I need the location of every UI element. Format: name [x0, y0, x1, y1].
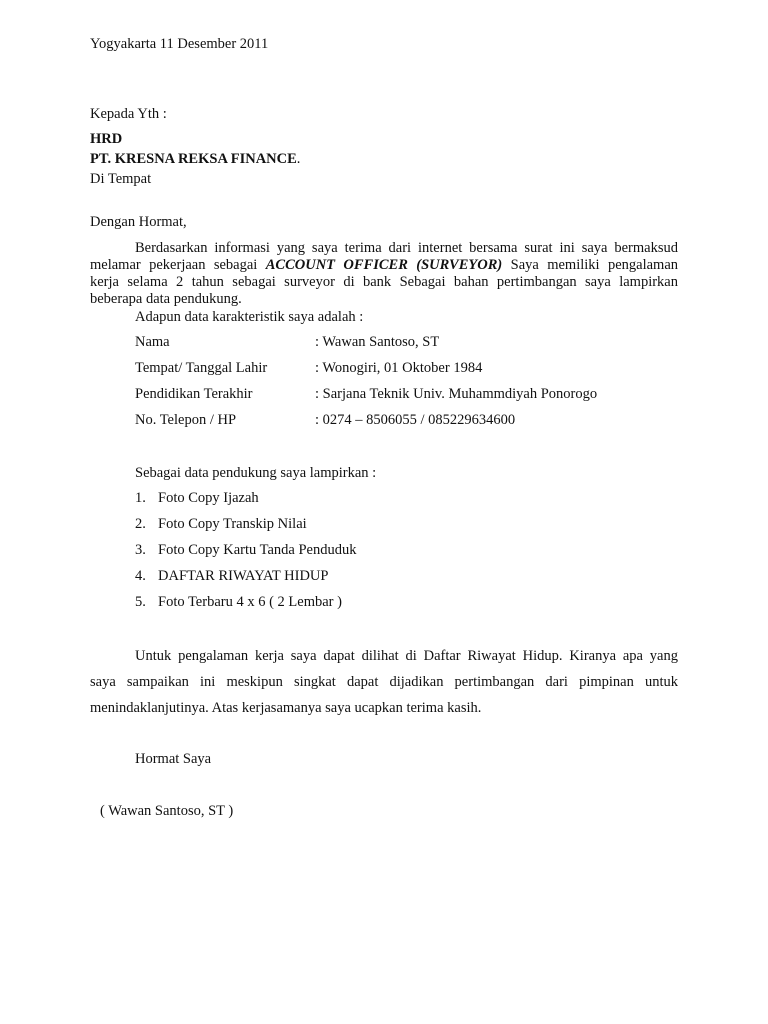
- signoff: Hormat Saya: [135, 751, 212, 767]
- intro-line-5: Adapun data karakteristik saya adalah :: [135, 309, 364, 325]
- personal-value-phone: : 0274 – 8506055 / 085229634600: [315, 412, 516, 428]
- signature-name: ( Wawan Santoso, ST ): [100, 803, 234, 819]
- intro-line-2: [90, 257, 678, 274]
- list-item: Foto Terbaru 4 x 6 ( 2 Lembar ): [158, 594, 342, 610]
- list-item: DAFTAR RIWAYAT HIDUP: [158, 568, 329, 584]
- closing-line-1: Untuk pengalaman kerja saya dapat dilihat di Daftar Riwayat Hidup. Kiranya apa yang: [135, 648, 678, 664]
- intro-line-2-post: Saya memiliki pengalaman: [502, 257, 679, 273]
- list-item-number: 2.: [135, 516, 146, 532]
- list-item: Foto Copy Ijazah: [158, 490, 259, 506]
- personal-value-name: : Wawan Santoso, ST: [315, 334, 440, 350]
- list-item-number: 4.: [135, 568, 146, 584]
- personal-label-phone: No. Telepon / HP: [135, 412, 237, 428]
- intro-line-1: Berdasarkan informasi yang saya terima dari internet bersama surat ini saya bermaksud: [135, 240, 678, 256]
- closing-line-2: saya sampaikan ini meskipun singkat dapat dijadikan pertimbangan dari pimpinan untuk: [90, 674, 678, 690]
- intro-line-3: kerja selama 2 tahun sebagai surveyor di bank Sebagai bahan pertimbangan saya lampirkan: [90, 274, 678, 290]
- greeting: Dengan Hormat,: [90, 214, 187, 230]
- list-item-number: 5.: [135, 594, 146, 610]
- recipient-place: Di Tempat: [90, 171, 152, 187]
- list-item: Foto Copy Kartu Tanda Penduduk: [158, 542, 357, 558]
- place-date: Yogyakarta 11 Desember 2011: [90, 36, 269, 52]
- personal-value-birth: : Wonogiri, 01 Oktober 1984: [315, 360, 483, 376]
- intro-line-2-pre: melamar pekerjaan sebagai: [90, 257, 266, 273]
- attachments-intro: Sebagai data pendukung saya lampirkan :: [135, 465, 377, 481]
- position-title: ACCOUNT OFFICER (SURVEYOR): [265, 257, 503, 273]
- list-item-number: 1.: [135, 490, 146, 506]
- personal-label-name: Nama: [135, 334, 170, 350]
- intro-line-4: beberapa data pendukung.: [90, 291, 242, 307]
- recipient-company: PT. KRESNA REKSA FINANCE: [90, 151, 297, 167]
- personal-label-education: Pendidikan Terakhir: [135, 386, 253, 402]
- list-item-number: 3.: [135, 542, 146, 558]
- personal-label-birth: Tempat/ Tanggal Lahir: [135, 360, 268, 376]
- list-item: Foto Copy Transkip Nilai: [158, 516, 307, 532]
- personal-value-education: : Sarjana Teknik Univ. Muhammdiyah Ponorogo: [315, 386, 598, 402]
- recipient-company-suffix: .: [296, 151, 301, 167]
- closing-line-3: menindaklanjutinya. Atas kerjasamanya saya ucapkan terima kasih.: [90, 700, 482, 716]
- recipient-to: Kepada Yth :: [90, 106, 167, 122]
- recipient-company-line: [90, 151, 300, 168]
- recipient-dept: HRD: [90, 131, 123, 147]
